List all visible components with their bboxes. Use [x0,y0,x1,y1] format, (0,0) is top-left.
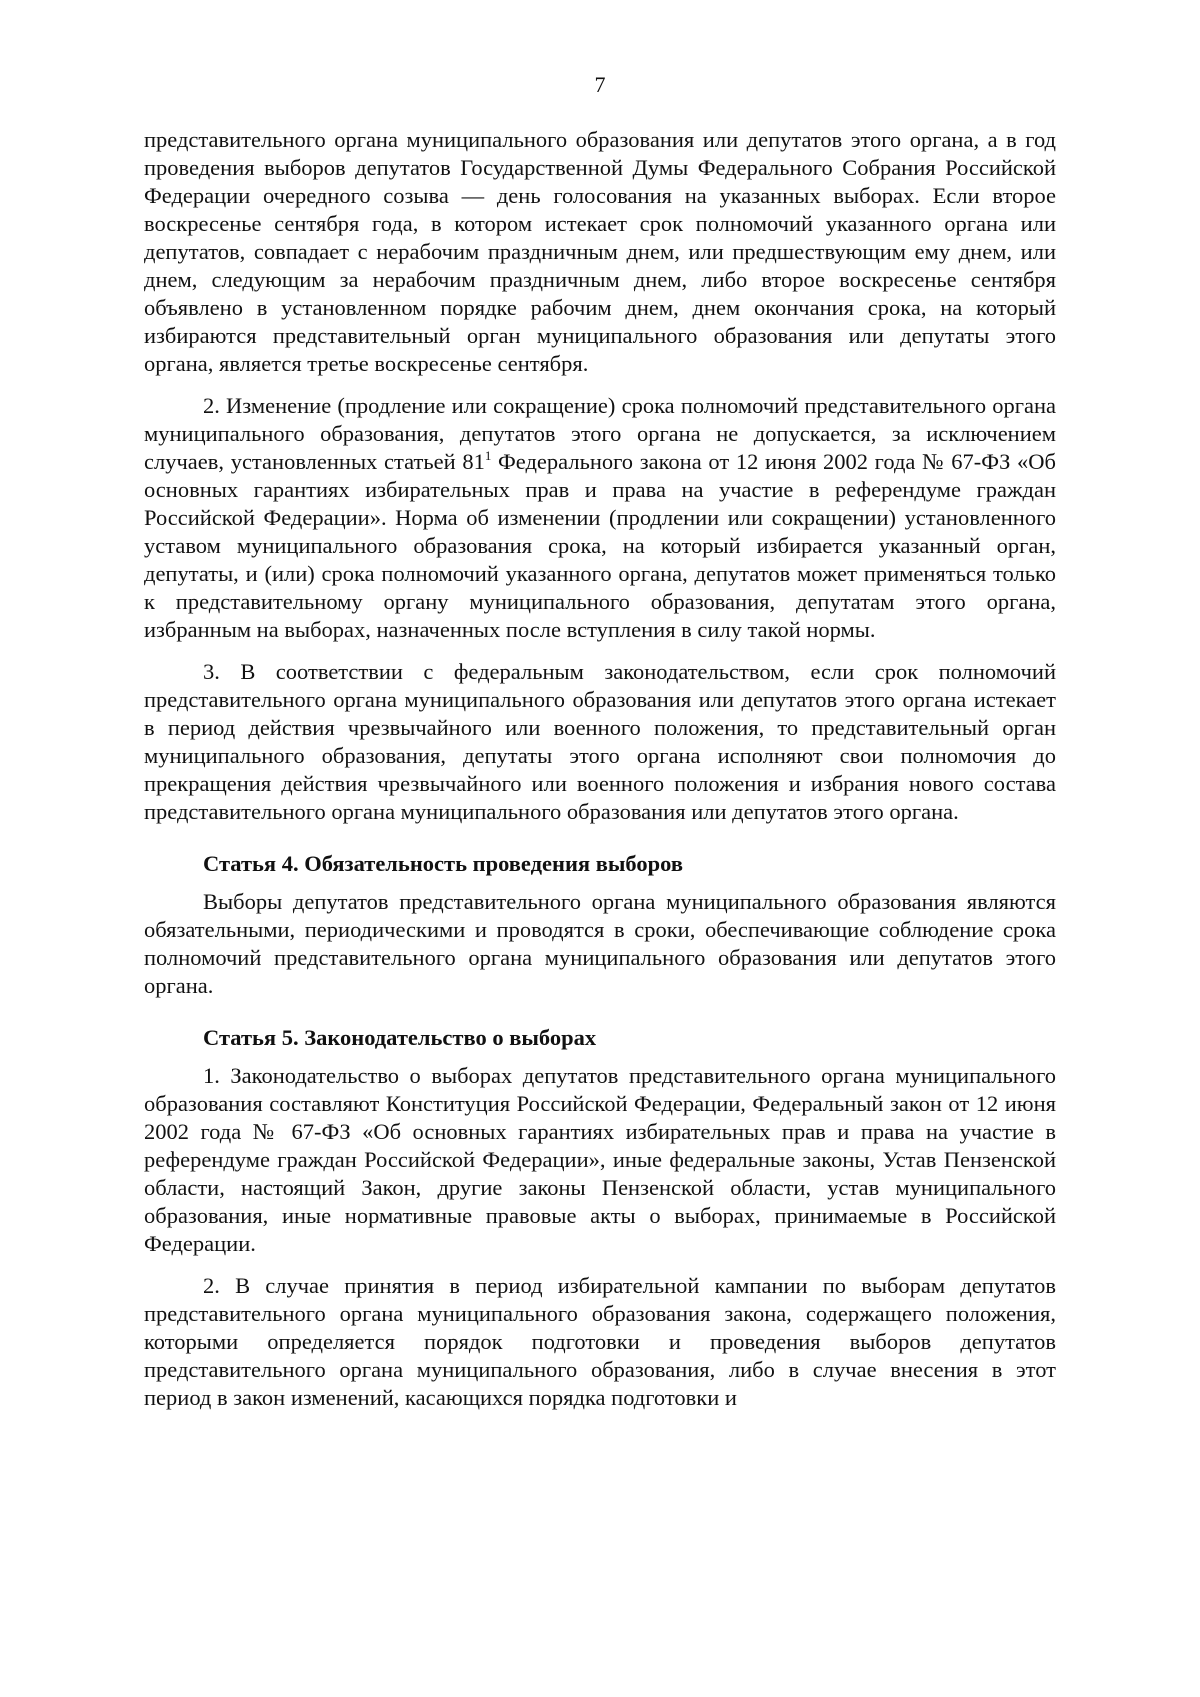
paragraph-article3-item2-part2: Федерального закона от 12 июня 2002 года № 67-ФЗ «Об основных гарантиях избирательных прав и права на участие в референдуме граждан Российской Федерации». Норма об изменении (продлении или сокращении) установленного уставом муниципального образования срока, на который избирается указанный орган, депутаты, и (или) срока полномочий указанного органа, депутатов может применяться только к представительному органу муниципального образования, депутатам этого органа, избранным на выборах, назначенных после вступления в силу такой нормы. [144,449,1056,642]
paragraph-article3-item3: 3. В соответствии с федеральным законодательством, если срок полномочий представительного органа муниципального образования или депутатов этого органа истекает в период действия чрезвычайного или военного положения, то представительный орган муниципального образования, депутаты этого органа исполняют свои полномочия до прекращения действия чрезвычайного или военного положения и избрания нового состава представительного органа муниципального образования или депутатов этого органа. [144,659,1056,824]
document-page [144,72,1056,1412]
paragraph-article5-item2: 2. В случае принятия в период избирательной кампании по выборам депутатов представительного органа муниципального образования закона, содержащего положения, которыми определяется порядок подготовки и проведения выборов депутатов представительного органа муниципального образования, либо в случае внесения в этот период в закон изменений, касающихся порядка подготовки и [144,1273,1056,1410]
page-number: 7 [594,72,606,97]
paragraph-article5-item1: 1. Законодательство о выборах депутатов представительного органа муниципального образования составляют Конституция Российской Федерации, Федеральный закон от 12 июня 2002 года № 67-ФЗ «Об основных гарантиях избирательных прав и права на участие в референдуме граждан Российской Федерации», иные федеральные законы, Устав Пензенской области, настоящий Закон, другие законы Пензенской области, устав муниципального образования, иные нормативные правовые акты о выборах, принимаемые в Российской Федерации. [144,1063,1056,1256]
superscript-marker: 1 [484,448,492,463]
paragraph-article3-item2-part1: 2. Изменение (продление или сокращение) срока полномочий представительного органа муниципального образования, депутатов этого органа не допускается, за исключением случаев, установленных статьей 81 [144,393,1056,474]
article4-heading: Статья 4. Обязательность проведения выборов [203,851,683,876]
article5-heading: Статья 5. Законодательство о выборах [203,1025,597,1050]
paragraph-continuation: представительного органа муниципального образования или депутатов этого органа, а в год проведения выборов депутатов Государственной Думы Федерального Собрания Российской Федерации очередного созыва — день голосования на указанных выборах. Если второе воскресенье сентября года, в котором истекает срок полномочий указанного органа или депутатов, совпадает с нерабочим праздничным днем, или предшествующим ему днем, или днем, следующим за нерабочим праздничным днем, либо второе воскресенье сентября объявлено в установленном порядке рабочим днем, днем окончания срока, на который избираются представительный орган муниципального образования или депутаты этого органа, является третье воскресенье сентября. [144,127,1056,376]
paragraph-article3-item2 [144,392,1056,644]
paragraph-article4: Выборы депутатов представительного органа муниципального образования являются обязательными, периодическими и проводятся в сроки, обеспечивающие соблюдение срока полномочий представительного органа муниципального образования или депутатов этого органа. [144,889,1056,998]
